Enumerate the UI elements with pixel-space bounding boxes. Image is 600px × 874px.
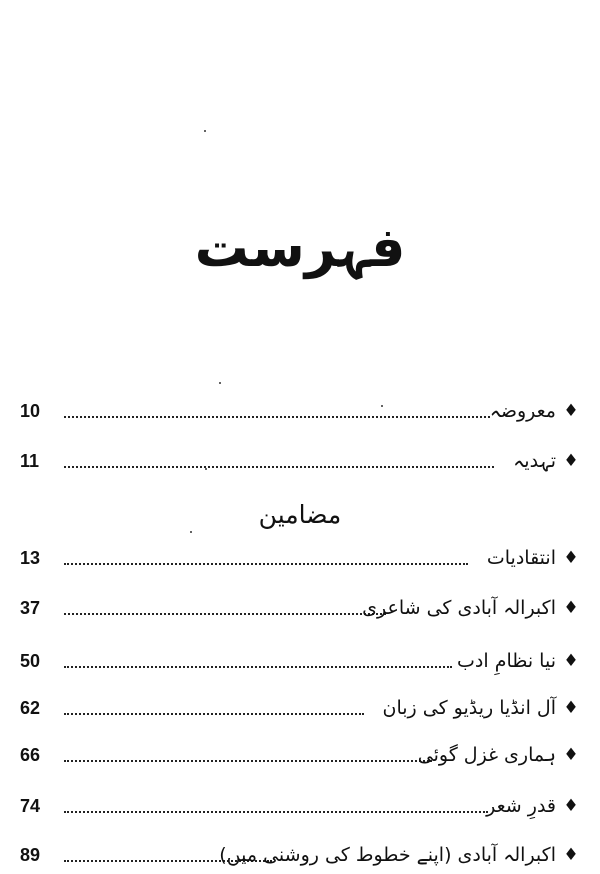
toc-page-number: 37 <box>20 598 41 618</box>
page-title: فہرست <box>194 216 406 279</box>
diamond-bullet-icon: ♦ <box>563 451 579 471</box>
diamond-bullet-icon: ♦ <box>563 598 579 618</box>
toc-entry-title: اکبرالہ آبادی کی شاعری <box>362 597 556 619</box>
toc-entry <box>0 394 600 428</box>
toc-page-number: 89 <box>20 845 41 865</box>
scan-speck <box>205 468 207 470</box>
diamond-bullet-icon: ♦ <box>563 651 579 671</box>
toc-entry-title: انتقادیات <box>486 547 556 569</box>
toc-entry <box>0 838 600 872</box>
toc-page-number: 50 <box>20 651 41 671</box>
diamond-bullet-icon: ♦ <box>563 698 579 718</box>
diamond-bullet-icon: ♦ <box>563 796 579 816</box>
diamond-bullet-icon: ♦ <box>563 745 579 765</box>
toc-entry <box>0 691 600 725</box>
toc-entry <box>0 738 600 772</box>
toc-page-number: 66 <box>20 745 41 765</box>
dot-leader <box>64 466 494 468</box>
toc-entry <box>0 789 600 823</box>
dot-leader <box>64 416 490 418</box>
toc-entry <box>0 591 600 625</box>
toc-entry-title: معروضہ <box>489 400 556 422</box>
scan-speck <box>381 405 383 407</box>
toc-page-number: 74 <box>20 796 41 816</box>
dot-leader <box>64 666 452 668</box>
scan-speck <box>219 382 221 384</box>
toc-page-number: 13 <box>20 548 41 568</box>
toc-entry <box>0 541 600 575</box>
diamond-bullet-icon: ♦ <box>563 548 579 568</box>
dot-leader <box>64 613 386 615</box>
scan-speck <box>204 130 206 132</box>
diamond-bullet-icon: ♦ <box>563 401 579 421</box>
section-heading-essays: مضامین <box>258 500 342 529</box>
scan-speck <box>190 531 192 533</box>
dot-leader <box>64 811 488 813</box>
toc-entry-title: ہماری غزل گوئی <box>417 744 556 766</box>
toc-entry-title: نیا نظامِ ادب <box>457 650 556 672</box>
dot-leader <box>64 760 432 762</box>
dot-leader <box>64 563 468 565</box>
toc-page-number: 11 <box>20 451 40 471</box>
toc-entry <box>0 644 600 678</box>
dot-leader <box>64 713 364 715</box>
diamond-bullet-icon: ♦ <box>563 845 579 865</box>
toc-entry-title: آل انڈیا ریڈیو کی زبان <box>382 697 556 719</box>
toc-entry-title: قدرِ شعر <box>486 795 556 817</box>
toc-page-number: 10 <box>20 401 41 421</box>
toc-page-number: 62 <box>20 698 41 718</box>
toc-entry-title: تہدیہ <box>513 450 556 472</box>
toc-entry-title: اکبرالہ آبادی (اپنے خطوط کی روشنی میں) <box>219 844 556 866</box>
toc-entry <box>0 444 600 478</box>
